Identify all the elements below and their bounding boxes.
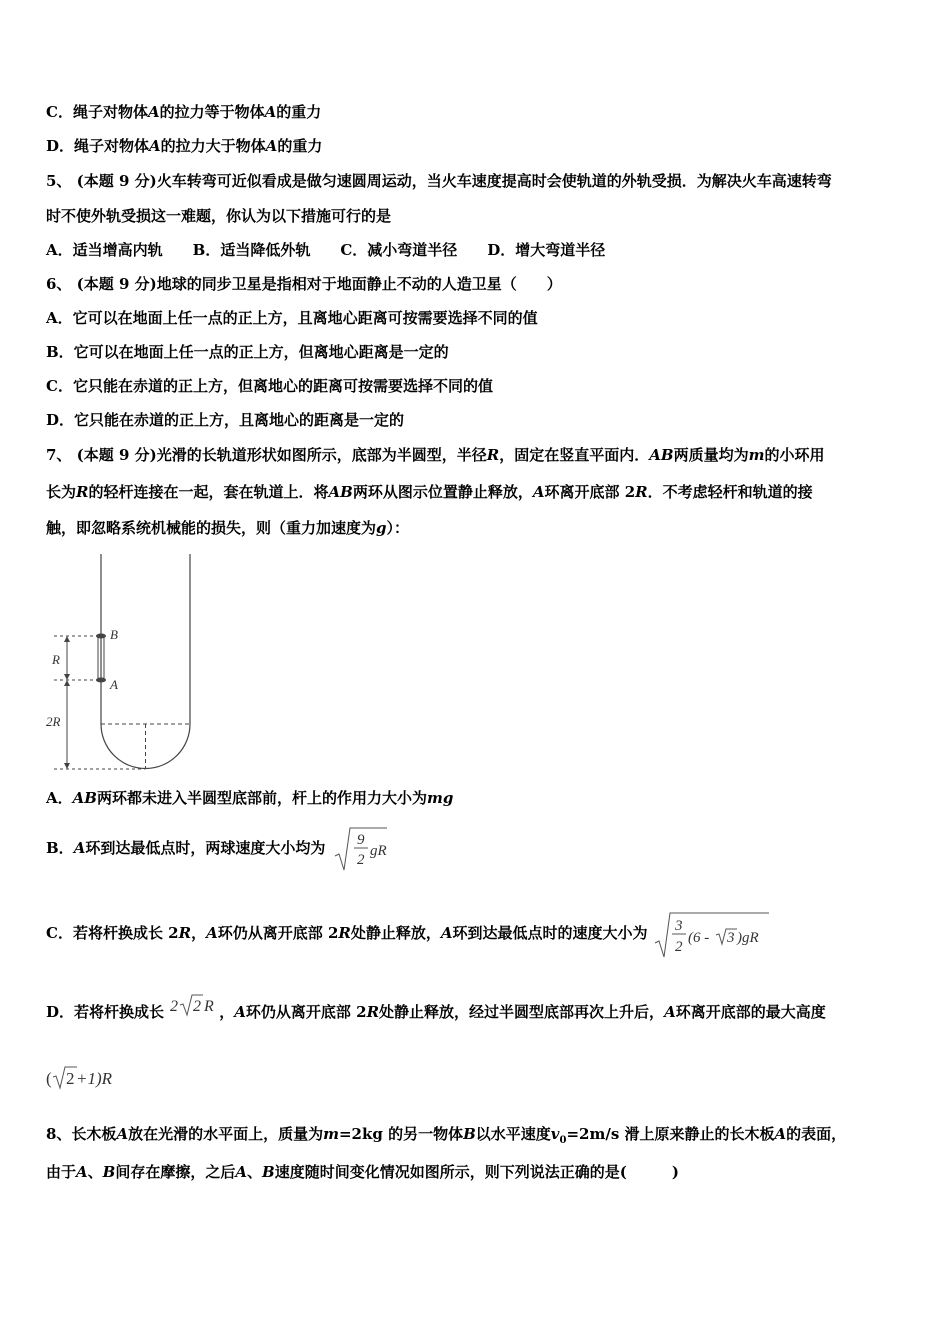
svg-text:2: 2: [193, 997, 202, 1015]
svg-text:2: 2: [66, 1069, 75, 1088]
track-figure: [40, 548, 210, 778]
label-a: A: [110, 677, 118, 692]
question-7-line-3: 触，即忽略系统机械能的损失，则（重力加速度为g）：: [46, 519, 410, 537]
question-5-line-1: 5、 (本题 9 分)火车转弯可近似看成是做匀速圆周运动，当火车速度提高时会使轨道的外轨受损．为解决火车高速转弯: [46, 172, 832, 190]
label-2r: 2R: [46, 714, 61, 729]
sqrt-3-over-2-expression: [653, 906, 771, 962]
question-7-option-b: B．A环到达最低点时，两球速度大小均为 9 2 gR: [46, 823, 389, 874]
question-7-line-2: 长为R的轻杆连接在一起，套在轨道上．将AB两环从图示位置静止释放，A环离开底部 2R．不考虑轻杆和轨道的接: [46, 483, 813, 501]
question-6-stem: 6、 (本题 9 分)地球的同步卫星是指相对于地面静止不动的人造卫星（ ）: [46, 275, 562, 293]
question-7-option-d: D．若将杆换成长 2 2 R ，A环仍从离开底部 2R处静止释放，经过半圆型底部再次上升后，A环离开底部的最大高度: [46, 990, 826, 1034]
svg-text:gR: gR: [369, 843, 387, 860]
question-6-option-a: A．它可以在地面上任一点的正上方，且离地心距离可按需要选择不同的值: [46, 309, 538, 327]
svg-text:2: 2: [674, 938, 683, 955]
sqrt-9-over-2-gR: [333, 824, 389, 875]
svg-text:(: (: [46, 1069, 52, 1088]
svg-text:3: 3: [674, 917, 683, 934]
option-c-line: C．绳子对物体A的拉力等于物体A的重力: [46, 103, 322, 121]
question-5-line-2: 时不使外轨受损这一难题，你认为以下措施可行的是: [46, 207, 392, 225]
question-7-option-d-answer: [44, 1062, 134, 1096]
question-7-option-a: A．AB两环都未进入半圆型底部前，杆上的作用力大小为mg: [46, 789, 454, 807]
svg-text:2: 2: [170, 997, 179, 1015]
question-7-line-1: 7、 (本题 9 分)光滑的长轨道形状如图所示，底部为半圆型，半径R，固定在竖直平面内．AB两质量均为m的小环用: [46, 446, 825, 464]
svg-text:R: R: [204, 997, 215, 1015]
svg-text:2: 2: [356, 852, 365, 869]
svg-text:3: 3: [726, 929, 735, 946]
question-8-line-1: 8、长木板A放在光滑的水平面上，质量为m=2kg 的另一物体B以水平速度$v_0=2m/s$ 滑上原来静止的长木板A的表面，: [46, 1125, 847, 1146]
svg-text:(6 -: (6 -: [687, 929, 710, 946]
option-d-line: D．绳子对物体A的拉力大于物体A的重力: [46, 137, 323, 155]
question-7-option-c: C．若将杆换成长 2R，A环仍从离开底部 2R处静止释放，A环到达最低点时的速度大小为 3 2 (6 - 3 )gR: [46, 905, 771, 962]
question-5-options: A．适当增高内轨 B．适当降低外轨 C．减小弯道半径 D．增大弯道半径: [46, 241, 606, 259]
svg-text:9: 9: [356, 832, 365, 849]
label-b: B: [110, 627, 118, 642]
question-6-option-b: B．它可以在地面上任一点的正上方，但离地心距离是一定的: [46, 343, 449, 361]
two-root-two-r: [169, 982, 219, 1026]
question-6-option-d: D．它只能在赤道的正上方，且离地心的距离是一定的: [46, 411, 405, 429]
question-8-line-2: 由于A、B间存在摩擦，之后A、B速度随时间变化情况如图所示，则下列说法正确的是( ): [46, 1163, 679, 1181]
question-6-option-c: C．它只能在赤道的正上方，但离地心的距离可按需要选择不同的值: [46, 377, 493, 395]
svg-text:)gR: )gR: [736, 929, 759, 946]
svg-text:+1)R: +1)R: [76, 1069, 113, 1088]
label-r: R: [52, 652, 60, 667]
